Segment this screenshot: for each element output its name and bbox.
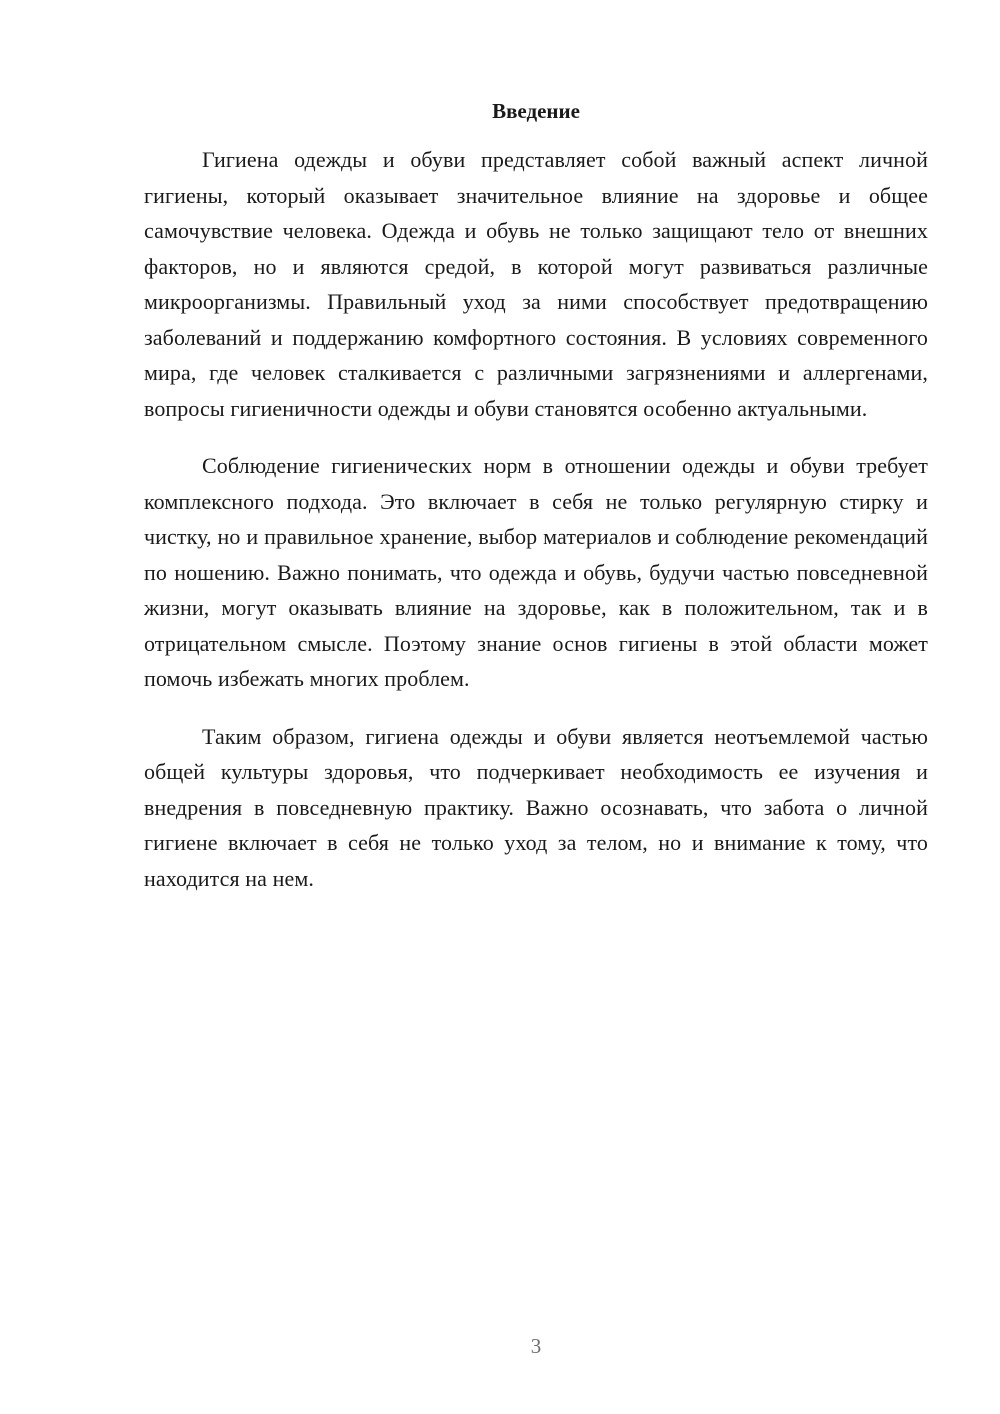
section-heading: Введение (492, 99, 580, 123)
paragraph-3: Таким образом, гигиена одежды и обуви является неотъемлемой частью общей культуры здоровья, что подчеркивает необходимость ее изучения и внедрения в повседневную практику. Важно осознавать, что забота о личной гигиене включает в себя не только уход за телом, но и внимание к тому, что находится на нем. (144, 723, 928, 891)
body-text (144, 142, 928, 918)
paragraph-1: Гигиена одежды и обуви представляет собой важный аспект личной гигиены, который оказывает значительное влияние на здоровье и общее самочувствие человека. Одежда и обувь не только защищают тело от внешних факторов, но и являются средой, в которой могут развиваться различные микроорганизмы. Правильный уход за ними способствует предотвращению заболеваний и поддержанию комфортного состояния. В условиях современного мира, где человек сталкивается с различными загрязнениями и аллергенами, вопросы гигиеничности одежды и обуви становятся особенно актуальными. (144, 147, 928, 421)
page-number: 3 (530, 1334, 542, 1358)
paragraph-2: Соблюдение гигиенических норм в отношении одежды и обуви требует комплексного подхода. Это включает в себя не только регулярную стирку и чистку, но и правильное хранение, выбор материалов и соблюдение рекомендаций по ношению. Важно понимать, что одежда и обувь, будучи частью повседневной жизни, могут оказывать влияние на здоровье, как в положительном, так и в отрицательном смысле. Поэтому знание основ гигиены в этой области может помочь избежать многих проблем. (144, 453, 928, 691)
